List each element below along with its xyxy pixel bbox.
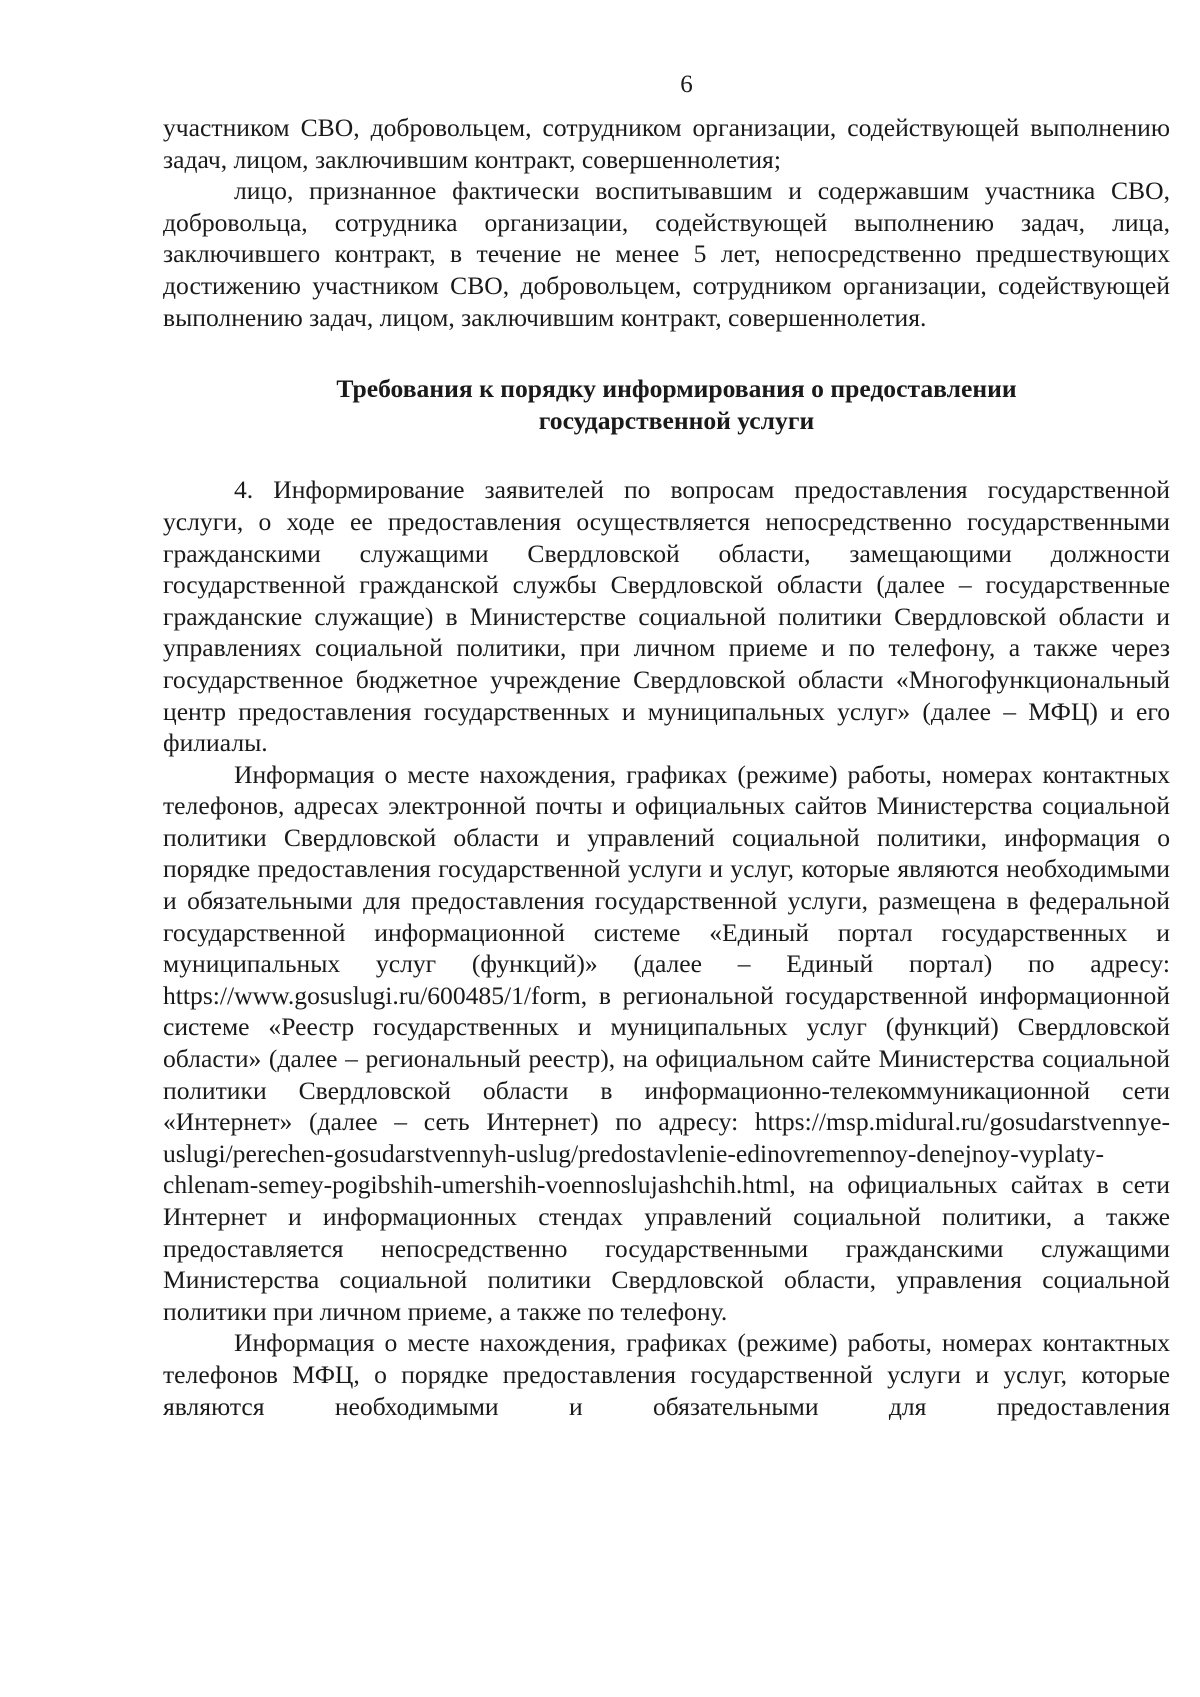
- paragraph-item-4: 4. Информирование заявителей по вопросам предоставления государственной услуги, о ходе ее предоставления осуществляется непосредственно государственными гражданскими служащими Свердловской области, замещающими должности государственной гражданской службы Свердловской области (далее – государственные гражданские служащие) в Министерстве социальной политики Свердловской области и управлениях социальной политики, при личном приеме и по телефону, а также через государственное бюджетное учреждение Свердловской области «Многофункциональный центр предоставления государственных и муниципальных услуг» (далее – МФЦ) и его филиалы.: [163, 475, 1170, 758]
- section-heading: [163, 373, 1170, 436]
- paragraph-guardian: лицо, признанное фактически воспитывавшим и содержавшим участника СВО, добровольца, сотрудника организации, содействующей выполнению задач, лица, заключившего контракт, в течение не менее 5 лет, непосредственно предшествующих достижению участником СВО, добровольцем, сотрудником организации, содействующей выполнению задач, лицом, заключившим контракт, совершеннолетия.: [163, 176, 1170, 332]
- paragraph-continuation: участником СВО, добровольцем, сотрудником организации, содействующей выполнению задач, лицом, заключившим контракт, совершеннолетия;: [163, 113, 1170, 174]
- section-heading-line-2: государственной услуги: [538, 405, 815, 435]
- page-number: 6: [680, 71, 693, 98]
- section-heading-line-1: Требования к порядку информирования о предоставлении: [336, 374, 1017, 404]
- paragraph-info-mfc: Информация о месте нахождения, графиках (режиме) работы, номерах контактных телефонов МФЦ, о порядке предоставления государственной услуги и услуг, которые являются необходимыми и обязательными для предоставления: [163, 1328, 1170, 1421]
- paragraph-info-ministry: Информация о месте нахождения, графиках (режиме) работы, номерах контактных телефонов, адресах электронной почты и официальных сайтов Министерства социальной политики Свердловской области и управлений социальной политики, информация о порядке предоставления государственной услуги и услуг, которые являются необходимыми и обязательными для предоставления государственной услуги, размещена в федеральной государственной информационной системе «Единый портал государственных и муниципальных услуг (функций)» (далее – Единый портал) по адресу: https://www.gosuslugi.ru/600485/1/form, в региональной государственной информационной системе «Реестр государственных и муниципальных услуг (функций) Свердловской области» (далее – региональный реестр), на официальном сайте Министерства социальной политики Свердловской области в информационно-телекоммуникационной сети «Интернет» (далее – сеть Интернет) по адресу: https://msp.midural.ru/gosudarstvennye-uslugi/perechen-gosudarstvennyh-uslug/predostavlenie-edinovremennoy-denejnoy-vyplaty-chlenam-semey-pogibshih-umershih-voennoslujashchih.html, на официальных сайтах в сети Интернет и информационных стендах управлений социальной политики, а также предоставляется непосредственно государственными гражданскими служащими Министерства социальной политики Свердловской области, управления социальной политики при личном приеме, а также по телефону.: [163, 759, 1170, 1326]
